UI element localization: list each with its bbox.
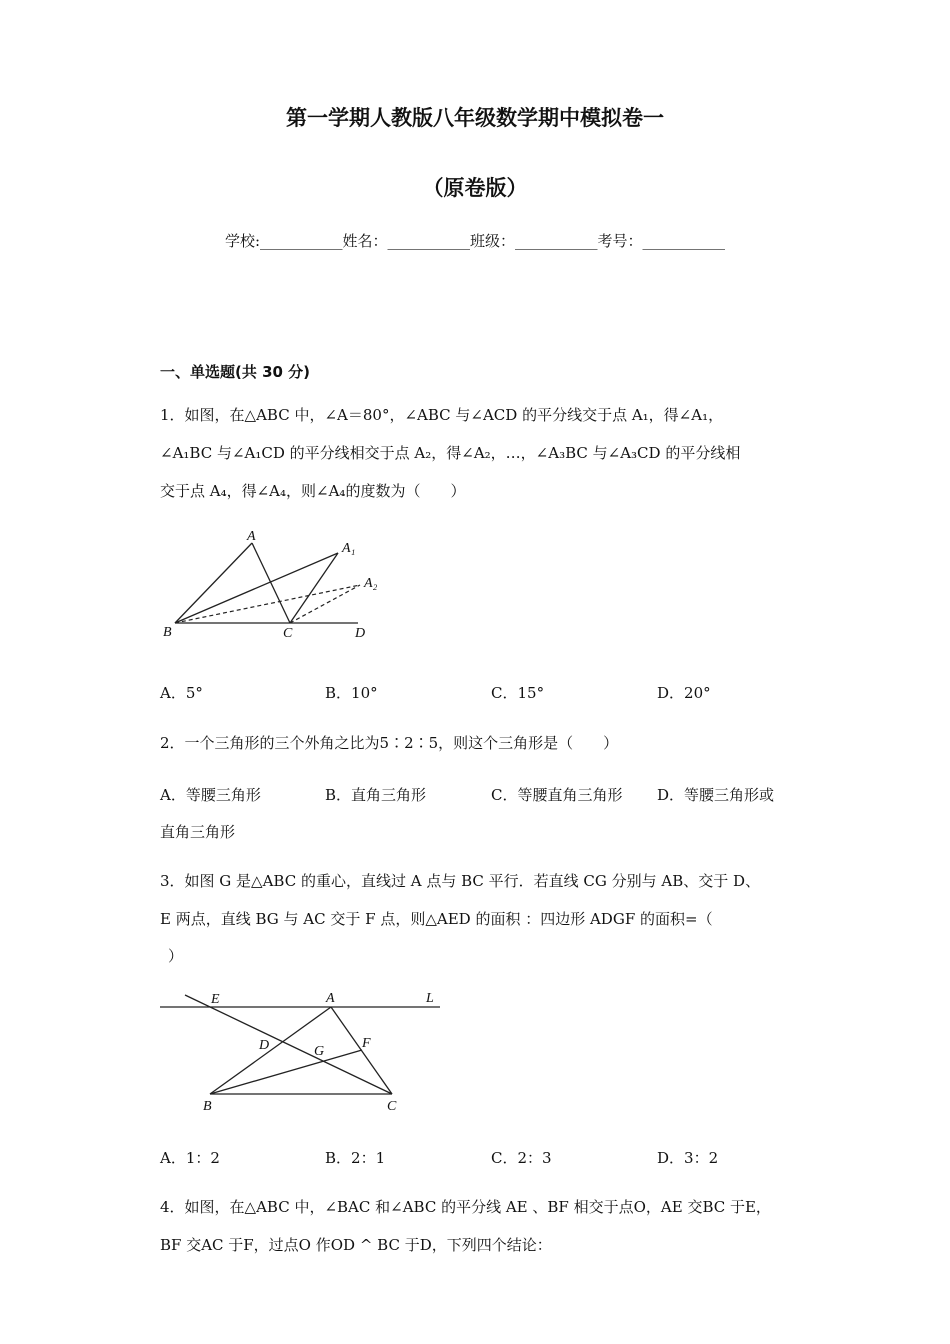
q1-label-a: A (247, 529, 256, 544)
q2-option-d-continued: 直角三角形 (160, 823, 236, 841)
q2-option-a[interactable]: A．等腰三角形 (160, 786, 261, 804)
q3-label-a: A (326, 991, 335, 1006)
q1-label-a2: A₂ (364, 576, 378, 591)
q1-line-2: ∠A₁BC 与∠A₁CD 的平分线相交于点 A₂，得∠A₂，…，∠A₃BC 与∠A₃CD 的平分线相 (160, 444, 741, 462)
q2-option-d[interactable]: D．等腰三角形或 (657, 786, 775, 804)
q3-option-d[interactable]: D．3：2 (657, 1149, 719, 1167)
q1-option-d[interactable]: D．20° (657, 684, 711, 702)
student-info-line: 学校:___________姓名：___________班级：___________考号：___________ (224, 232, 726, 250)
q3-option-b[interactable]: B．2：1 (325, 1149, 386, 1167)
q1-figure (155, 525, 395, 650)
q3-line-3: ） (168, 947, 184, 965)
q3-label-g: G (314, 1044, 325, 1059)
section-heading: 一、单选题(共 30 分) (160, 363, 311, 381)
q1-line-1: 1．如图，在△ABC 中，∠A＝80°，∠ABC 与∠ACD 的平分线交于点 A₁，得∠A₁， (160, 406, 724, 424)
q3-label-b: B (203, 1099, 212, 1114)
q3-label-c: C (387, 1099, 397, 1114)
q3-option-a[interactable]: A．1：2 (160, 1149, 220, 1167)
q3-line-2: E 两点，直线 BG 与 AC 交于 F 点，则△AED 的面积 ：四边形 ADGF 的面积=（ (160, 910, 713, 928)
q3-label-e: E (211, 992, 220, 1007)
q1-line-3: 交于点 A₄，得∠A₄，则∠A₄的度数为（ ） (160, 482, 466, 500)
q4-line-2: BF 交AC 于F，过点O 作OD ^ BC 于D，下列四个结论： (160, 1236, 552, 1254)
q1-option-a[interactable]: A．5° (160, 684, 203, 702)
q1-label-b: B (163, 625, 172, 640)
q1-label-c: C (283, 626, 293, 641)
q3-label-f: F (362, 1036, 371, 1051)
q4-line-1: 4．如图，在△ABC 中，∠BAC 和∠ABC 的平分线 AE 、BF 相交于点O，AE 交BC 于E， (160, 1198, 771, 1216)
q2-option-b[interactable]: B．直角三角形 (325, 786, 427, 804)
q1-label-a1: A₁ (342, 541, 356, 556)
q3-option-c[interactable]: C．2：3 (491, 1149, 552, 1167)
q3-label-l: L (426, 991, 434, 1006)
q1-label-d: D (355, 626, 366, 641)
q3-label-d: D (259, 1038, 270, 1053)
q1-option-c[interactable]: C．15° (491, 684, 545, 702)
q1-option-b[interactable]: B．10° (325, 684, 378, 702)
q3-figure (155, 985, 445, 1115)
q2-option-c[interactable]: C．等腰直角三角形 (491, 786, 623, 804)
q2-line-1: 2．一个三角形的三个外角之比为5∶2∶5，则这个三角形是（ ） (160, 734, 619, 752)
document-subtitle: （原卷版） (422, 176, 528, 200)
document-title: 第一学期人教版八年级数学期中模拟卷一 (286, 106, 664, 130)
q3-line-1: 3．如图 G 是△ABC 的重心，直线过 A 点与 BC 平行．若直线 CG 分别与 AB、交于 D、 (160, 872, 761, 890)
